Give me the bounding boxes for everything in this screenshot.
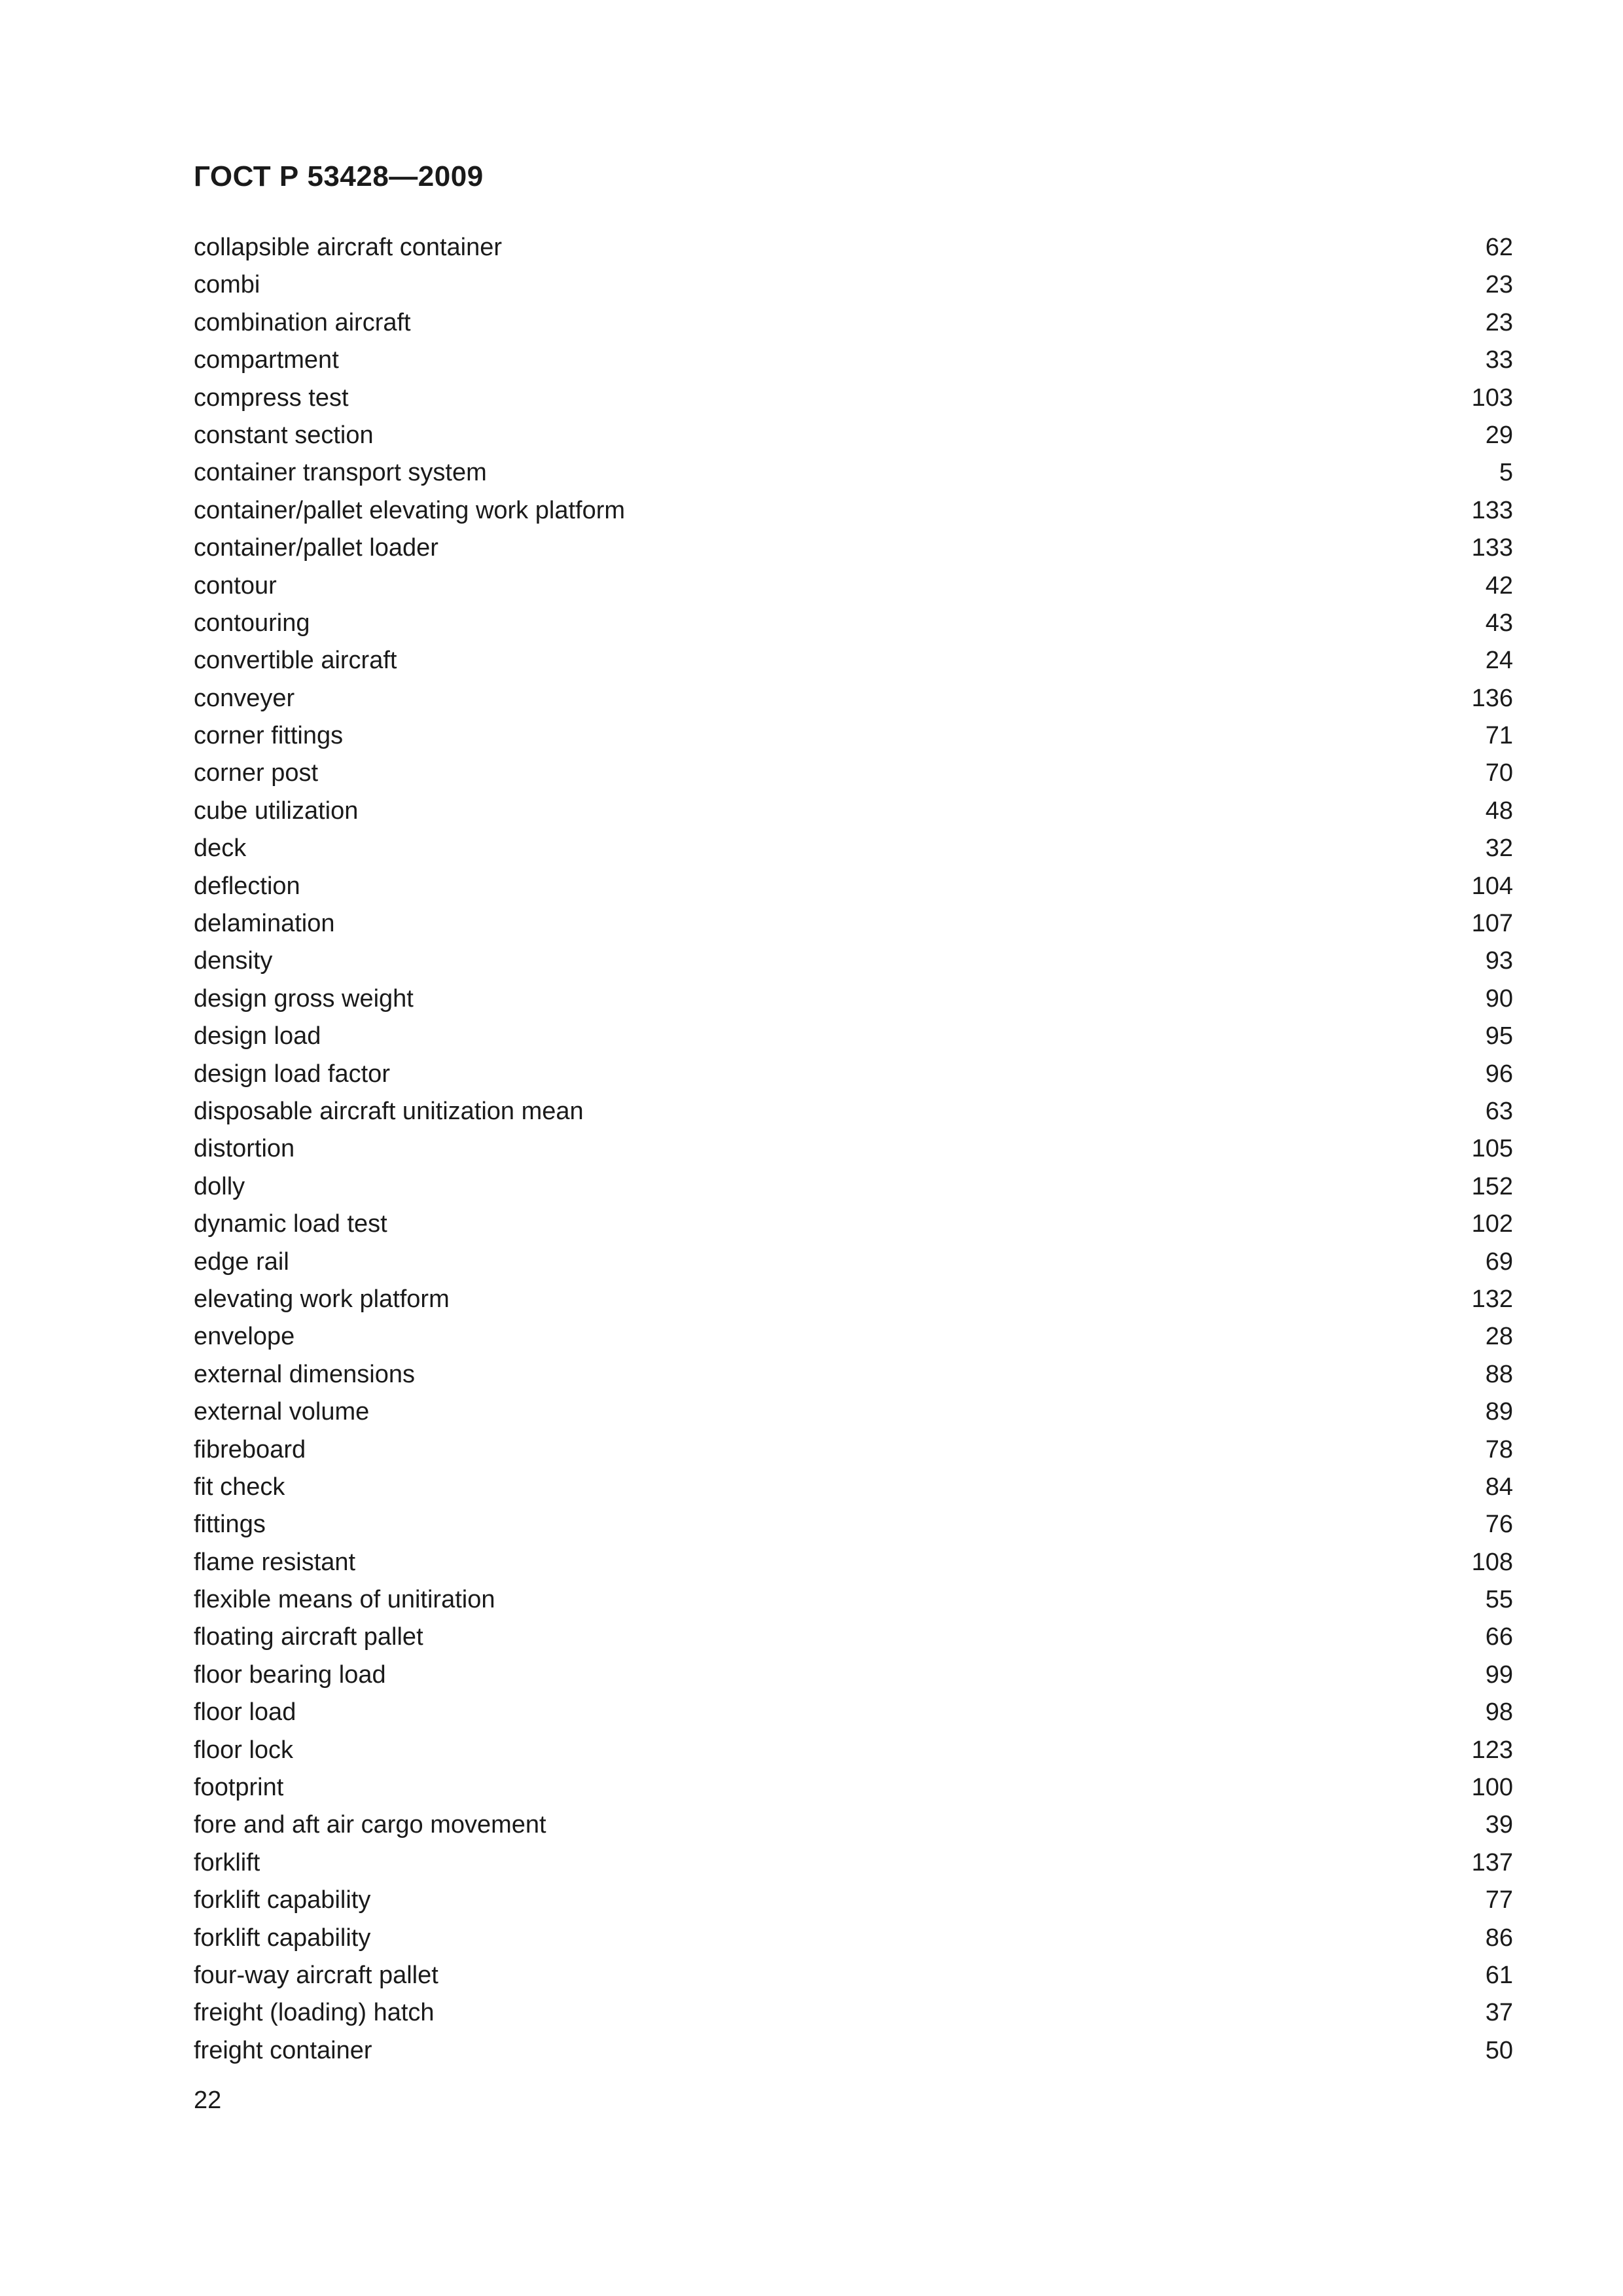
- index-entry-number: 55: [1485, 1586, 1513, 1614]
- index-entry-row: [194, 1882, 1513, 1919]
- index-entry-row: [194, 1957, 1513, 1994]
- index-entry-number: 133: [1471, 534, 1513, 562]
- index-entry-number: 133: [1471, 496, 1513, 524]
- index-entry-term: elevating work platform: [194, 1285, 450, 1313]
- index-entry-row: [194, 1994, 1513, 2032]
- index-entry-term: freight (loading) hatch: [194, 1999, 435, 2027]
- index-entry-number: 63: [1485, 1097, 1513, 1125]
- index-entry-number: 132: [1471, 1285, 1513, 1313]
- index-entry-term: density: [194, 947, 273, 975]
- index-entry-number: 42: [1485, 571, 1513, 600]
- index-entry-row: [194, 942, 1513, 980]
- index-entry-term: fit check: [194, 1473, 285, 1501]
- index-entry-term: combination aircraft: [194, 308, 411, 336]
- index-entry-term: floor lock: [194, 1736, 294, 1764]
- index-entry-row: [194, 492, 1513, 529]
- index-entry-row: [194, 868, 1513, 905]
- index-entry-number: 137: [1471, 1848, 1513, 1876]
- document-header-standard-id: ГОСТ Р 53428—2009: [194, 160, 484, 192]
- index-entry-term: container/pallet elevating work platform: [194, 496, 626, 524]
- index-entry-number: 43: [1485, 609, 1513, 637]
- index-entry-row: [194, 1130, 1513, 1168]
- index-entry-number: 76: [1485, 1511, 1513, 1539]
- index-entry-row: [194, 793, 1513, 830]
- index-entry-number: 89: [1485, 1398, 1513, 1426]
- index-entry-row: [194, 1093, 1513, 1130]
- index-entry-row: [194, 1393, 1513, 1431]
- index-entry-number: 99: [1485, 1660, 1513, 1689]
- index-entry-number: 123: [1471, 1736, 1513, 1764]
- index-entry-term: cube utilization: [194, 797, 359, 825]
- index-entry-term: fore and aft air cargo movement: [194, 1811, 546, 1839]
- index-entry-row: [194, 755, 1513, 792]
- index-entry-row: [194, 1657, 1513, 1694]
- index-entry-row: [194, 1920, 1513, 1957]
- index-entry-number: 62: [1485, 234, 1513, 261]
- index-entry-term: external volume: [194, 1398, 370, 1426]
- index-entry-row: [194, 2032, 1513, 2070]
- index-entry-term: conveyer: [194, 684, 295, 712]
- index-entry-term: design gross weight: [194, 984, 414, 1013]
- index-entry-number: 105: [1471, 1135, 1513, 1163]
- index-entry-number: 100: [1471, 1774, 1513, 1802]
- index-entry-row: [194, 1806, 1513, 1844]
- index-entry-row: [194, 380, 1513, 417]
- index-entry-row: [194, 1281, 1513, 1318]
- index-entry-number: 70: [1485, 759, 1513, 787]
- index-entry-number: 71: [1485, 722, 1513, 750]
- index-entry-term: corner fittings: [194, 722, 344, 750]
- index-entry-number: 107: [1471, 910, 1513, 938]
- index-entry-row: [194, 454, 1513, 492]
- index-entry-number: 24: [1485, 647, 1513, 675]
- index-entry-term: flame resistant: [194, 1548, 356, 1576]
- index-entry-term: container transport system: [194, 459, 487, 487]
- index-entry-number: 84: [1485, 1473, 1513, 1501]
- index-entry-row: [194, 905, 1513, 942]
- index-entry-number: 86: [1485, 1924, 1513, 1952]
- index-entry-number: 23: [1485, 271, 1513, 299]
- index-entry-number: 37: [1485, 1999, 1513, 2027]
- index-entry-term: floor bearing load: [194, 1660, 386, 1689]
- index-entry-term: four-way aircraft pallet: [194, 1961, 438, 1989]
- index-entry-term: envelope: [194, 1323, 295, 1351]
- index-entry-number: 23: [1485, 308, 1513, 336]
- index-entry-term: freight container: [194, 2036, 372, 2064]
- index-entry-number: 33: [1485, 346, 1513, 374]
- index-entry-number: 108: [1471, 1548, 1513, 1576]
- index-entry-term: floating aircraft pallet: [194, 1623, 423, 1651]
- index-entry-number: 5: [1499, 459, 1513, 487]
- index-entry-term: fittings: [194, 1511, 266, 1539]
- index-entry-row: [194, 1581, 1513, 1619]
- index-entry-term: dolly: [194, 1172, 245, 1200]
- index-entry-row: [194, 1244, 1513, 1281]
- index-entry-row: [194, 1732, 1513, 1769]
- index-entry-term: collapsible aircraft container: [194, 234, 503, 261]
- index-entry-term: corner post: [194, 759, 319, 787]
- index-entry-number: 88: [1485, 1360, 1513, 1388]
- index-entry-row: [194, 304, 1513, 342]
- index-entry-term: combi: [194, 271, 260, 299]
- index-entry-row: [194, 1206, 1513, 1243]
- index-entry-number: 69: [1485, 1247, 1513, 1276]
- index-entry-term: container/pallet loader: [194, 534, 438, 562]
- index-entry-number: 48: [1485, 797, 1513, 825]
- index-entry-row: [194, 529, 1513, 567]
- index-entry-number: 50: [1485, 2036, 1513, 2064]
- index-entry-row: [194, 229, 1513, 266]
- index-entry-number: 78: [1485, 1435, 1513, 1463]
- index-entry-term: design load factor: [194, 1060, 390, 1088]
- index-entry-row: [194, 980, 1513, 1018]
- index-entry-term: forklift capability: [194, 1886, 371, 1914]
- index-entry-number: 77: [1485, 1886, 1513, 1914]
- index-entry-term: contouring: [194, 609, 310, 637]
- index-entry-term: compartment: [194, 346, 339, 374]
- index-entry-term: constant section: [194, 421, 374, 449]
- index-entry-term: forklift: [194, 1848, 260, 1876]
- index-entry-term: deflection: [194, 872, 300, 900]
- index-entry-number: 102: [1471, 1210, 1513, 1238]
- index-entry-term: compress test: [194, 384, 349, 412]
- index-entry-row: [194, 1469, 1513, 1506]
- index-entry-term: convertible aircraft: [194, 647, 397, 675]
- index-entry-term: contour: [194, 571, 277, 600]
- index-entry-number: 136: [1471, 684, 1513, 712]
- index-entry-number: 152: [1471, 1172, 1513, 1200]
- index-entry-row: [194, 567, 1513, 605]
- page-number: 22: [194, 2087, 222, 2114]
- index-entry-term: delamination: [194, 910, 335, 938]
- index-entry-row: [194, 1056, 1513, 1093]
- index-entry-number: 90: [1485, 984, 1513, 1013]
- index-entry-number: 93: [1485, 947, 1513, 975]
- index-entry-term: distortion: [194, 1135, 295, 1163]
- index-entry-row: [194, 642, 1513, 679]
- index-entry-row: [194, 717, 1513, 755]
- index-entry-term: design load: [194, 1022, 321, 1050]
- index-entry-row: [194, 680, 1513, 717]
- index-entry-row: [194, 1356, 1513, 1393]
- index-entry-number: 98: [1485, 1698, 1513, 1727]
- index-entry-term: fibreboard: [194, 1435, 306, 1463]
- index-entry-term: disposable aircraft unitization mean: [194, 1097, 584, 1125]
- index-entry-number: 39: [1485, 1811, 1513, 1839]
- index-entry-row: [194, 266, 1513, 304]
- index-entry-number: 103: [1471, 384, 1513, 412]
- index-entry-row: [194, 1544, 1513, 1581]
- index-entry-row: [194, 1694, 1513, 1731]
- index-entry-term: flexible means of unitiration: [194, 1586, 495, 1614]
- index-entry-row: [194, 1018, 1513, 1055]
- index-entry-row: [194, 605, 1513, 642]
- index-entry-row: [194, 1844, 1513, 1882]
- index-entry-term: external dimensions: [194, 1360, 415, 1388]
- index-entry-term: footprint: [194, 1774, 284, 1802]
- index-entry-number: 61: [1485, 1961, 1513, 1989]
- index-entry-number: 96: [1485, 1060, 1513, 1088]
- index-entry-term: floor load: [194, 1698, 296, 1727]
- index-entry-row: [194, 417, 1513, 454]
- index-entry-row: [194, 1431, 1513, 1469]
- index-entry-term: dynamic load test: [194, 1210, 387, 1238]
- index-entry-row: [194, 342, 1513, 379]
- index-entry-number: 29: [1485, 421, 1513, 449]
- index-entry-term: deck: [194, 834, 247, 863]
- index-entry-row: [194, 1769, 1513, 1806]
- index-entry-row: [194, 830, 1513, 867]
- index-entry-row: [194, 1318, 1513, 1355]
- index-entry-row: [194, 1168, 1513, 1206]
- index-entry-term: forklift capability: [194, 1924, 371, 1952]
- index-entry-row: [194, 1619, 1513, 1656]
- index-entry-number: 95: [1485, 1022, 1513, 1050]
- index-entry-row: [194, 1506, 1513, 1543]
- alphabetical-index-list: [194, 229, 1513, 2070]
- index-entry-number: 66: [1485, 1623, 1513, 1651]
- index-entry-number: 104: [1471, 872, 1513, 900]
- index-entry-number: 32: [1485, 834, 1513, 863]
- index-entry-number: 28: [1485, 1323, 1513, 1351]
- index-entry-term: edge rail: [194, 1247, 289, 1276]
